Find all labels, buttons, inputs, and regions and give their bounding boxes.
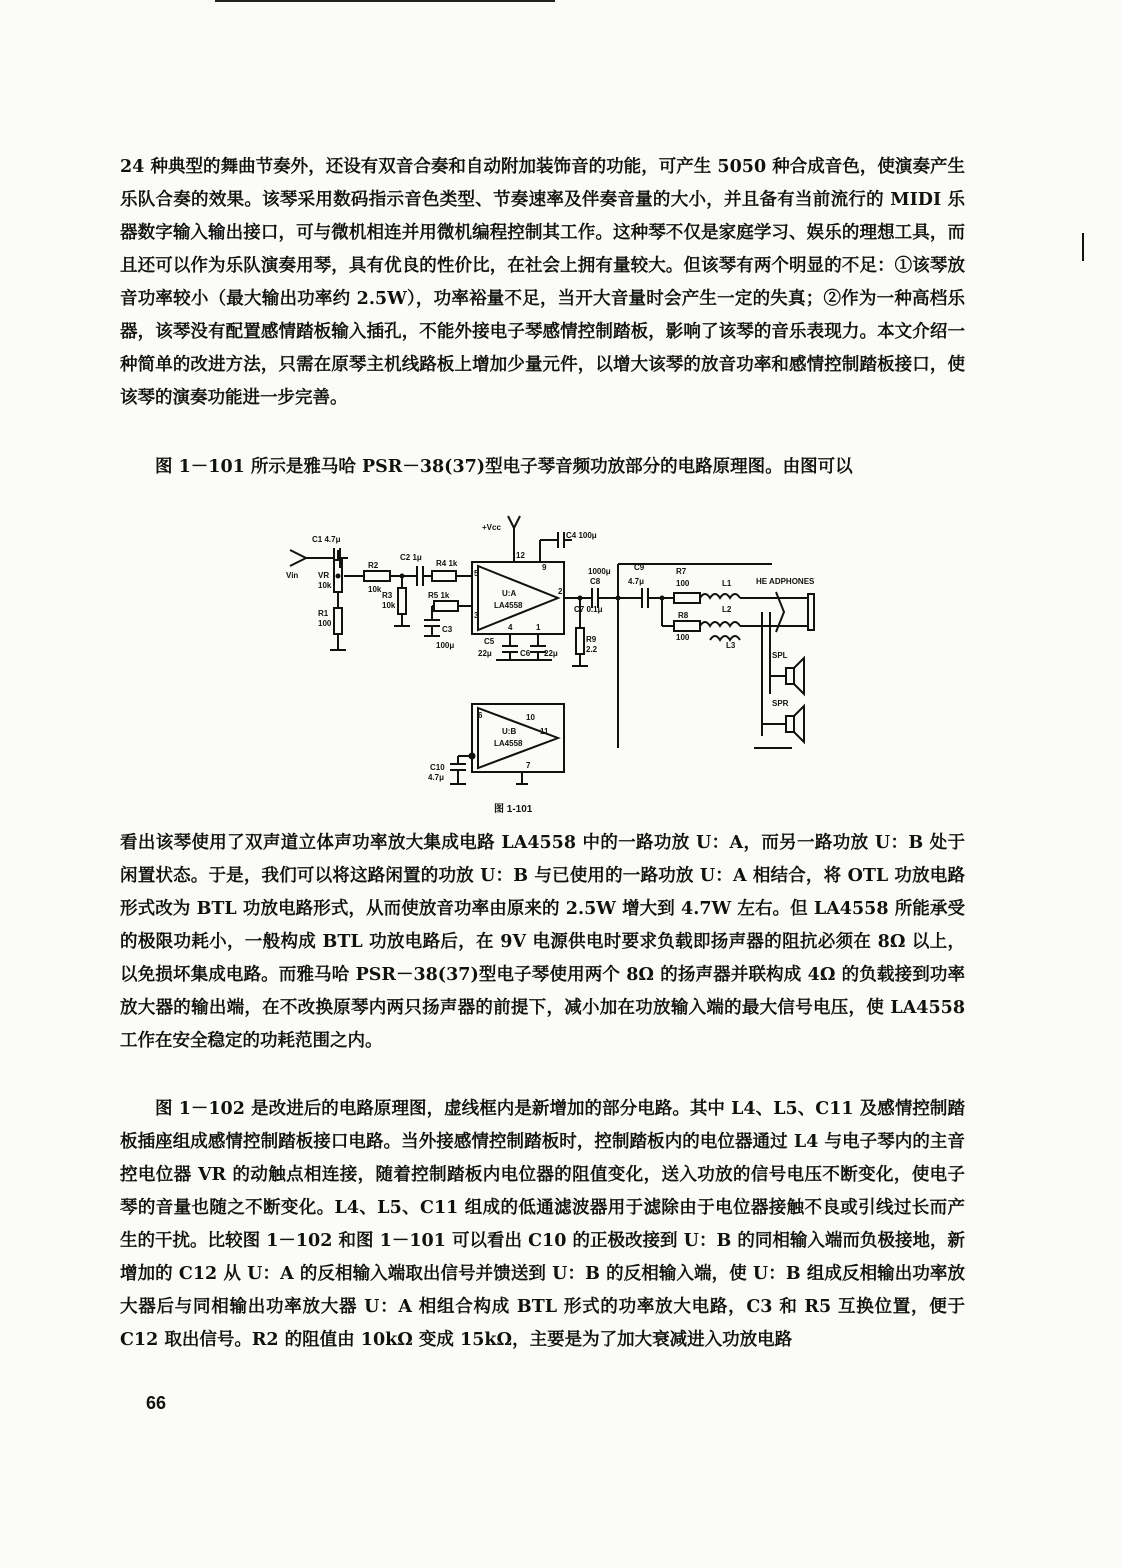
- figure-caption: 图 1-101: [494, 804, 533, 815]
- label-vin: Vin: [286, 571, 299, 580]
- pin-4: 4: [508, 623, 513, 632]
- pin-10: 10: [526, 713, 535, 722]
- label-r5: R5 1k: [428, 591, 450, 600]
- label-c6: C6: [520, 649, 531, 658]
- circuit-figure: [282, 508, 842, 820]
- label-vcc: +Vcc: [482, 523, 501, 532]
- label-c2: C2 1μ: [400, 553, 422, 562]
- page-number: 66: [146, 1393, 167, 1413]
- label-c10-val: 4.7μ: [428, 773, 445, 782]
- label-ub: U:B: [502, 727, 517, 736]
- pin-2: 2: [558, 587, 563, 596]
- label-c8: C8: [590, 577, 601, 586]
- pin-5: 5: [474, 569, 479, 578]
- label-c10: C10: [430, 763, 445, 772]
- paragraph-4: 图 1－102 是改进后的电路原理图，虚线框内是新增加的部分电路。其中 L4、L5、C11 及感情控制踏板插座组成感情控制踏板接口电路。当外接感情控制踏板时，控制踏板内的电位器通过 L4 与电子琴内的主音控电位器 VR 的动触点相连接，随着控制踏板内电位器的阻值变化，送入功放的信号电压不断变化，使电子琴的音量也随之不断变化。L4、L5、C11 组成的低通滤波器用于滤除由于电位器接触不良或引线过长而产生的干扰。比较图 1－102 和图 1－101 可以看出 C10 的正极改接到 U：B 的同相输入端而负极接地，新增加的 C12 从 U：A 的反相输入端取出信号并馈送到 U：B 的反相输入端，使 U：B 组成反相输出功率放大器后与同相输出功率放大器 U：A 相组合构成 BTL 形式的功率放大电路，C3 和 R5 互换位置，便于 C12 取出信号。R2 的阻值由 10kΩ 变成 15kΩ，主要是为了加大衰减进入功放电路: [120, 1099, 965, 1350]
- label-l3: L3: [726, 641, 736, 650]
- label-c4: C4 100μ: [566, 531, 597, 540]
- label-ua: U:A: [502, 589, 517, 598]
- label-r9: R9: [586, 635, 597, 644]
- label-c7: C7 0.1μ: [574, 605, 603, 614]
- label-r2: R2: [368, 561, 379, 570]
- label-phones: HE ADPHONES: [756, 577, 815, 586]
- label-r1: R1: [318, 609, 329, 618]
- label-c9: C9: [634, 563, 645, 572]
- label-r3: R3: [382, 591, 393, 600]
- label-ic-a: LA4558: [494, 601, 523, 610]
- label-spr: SPR: [772, 699, 789, 708]
- label-ic-b: LA4558: [494, 739, 523, 748]
- label-l1: L1: [722, 579, 732, 588]
- label-vr-val: 10k: [318, 581, 332, 590]
- label-r2-val: 10k: [368, 585, 382, 594]
- label-c5-val: 22μ: [478, 649, 492, 658]
- label-r8-val: 100: [676, 633, 690, 642]
- label-c3-val: 100μ: [436, 641, 455, 650]
- pin-1: 1: [536, 623, 541, 632]
- pin-6: 6: [478, 711, 483, 720]
- label-c6-val: 22μ: [544, 649, 558, 658]
- label-r7: R7: [676, 567, 687, 576]
- label-r7-val: 100: [676, 579, 690, 588]
- label-vr: VR: [318, 571, 330, 580]
- label-r1-val: 100: [318, 619, 332, 628]
- paragraph-2: 图 1－101 所示是雅马哈 PSR－38(37)型电子琴音频功放部分的电路原理图。由图可以: [155, 457, 853, 477]
- label-r3-val: 10k: [382, 601, 396, 610]
- paragraph-3: 看出该琴使用了双声道立体声功率放大集成电路 LA4558 中的一路功放 U：A，而另一路功放 U：B 处于闲置状态。于是，我们可以将这路闲置的功放 U：B 与已使用的一路功放 U：A 相结合，将 OTL 功放电路形式改为 BTL 功放电路形式，从而使放音功率由原来的 2.5W 增大到 4.7W 左右。但 LA4558 所能承受的极限功耗小，一般构成 BTL 功放电路后，在 9V 电源供电时要求负载即扬声器的阻抗必须在 8Ω 以上，以免损坏集成电路。而雅马哈 PSR－38(37)型电子琴使用两个 8Ω 的扬声器并联构成 4Ω 的负载接到功率放大器的输出端，在不改换原琴内两只扬声器的前提下，减小加在功放输入端的最大信号电压，使 LA4558 工作在安全稳定的功耗范围之内。: [120, 833, 965, 1051]
- label-c1: C1 4.7μ: [312, 535, 341, 544]
- paragraph-1: 24 种典型的舞曲节奏外，还设有双音合奏和自动附加装饰音的功能，可产生 5050 种合成音色，使演奏产生乐队合奏的效果。该琴采用数码指示音色类型、节奏速率及伴奏音量的大小，并且备有当前流行的 MIDI 乐器数字输入输出接口，可与微机相连并用微机编程控制其工作。这种琴不仅是家庭学习、娱乐的理想工具，而且还可以作为乐队演奏用琴，具有优良的性价比，在社会上拥有量较大。但该琴有两个明显的不足：①该琴放音功率较小（最大输出功率约 2.5W），功率裕量不足，当开大音量时会产生一定的失真；②作为一种高档乐器，该琴没有配置感情踏板输入插孔，不能外接电子琴感情控制踏板，影响了该琴的音乐表现力。本文介绍一种简单的改进方法，只需在原琴主机线路板上增加少量元件，以增大该琴的放音功率和感情控制踏板接口，使该琴的演奏功能进一步完善。: [120, 157, 965, 408]
- top-scan-line: [215, 0, 555, 2]
- label-l2: L2: [722, 605, 732, 614]
- label-r8: R8: [678, 611, 689, 620]
- label-r9-val: 2.2: [586, 645, 598, 654]
- pin-9: 9: [542, 563, 547, 572]
- pin-11: 11: [540, 727, 549, 736]
- label-c5: C5: [484, 637, 495, 646]
- pin-7: 7: [526, 761, 531, 770]
- label-c3: C3: [442, 625, 453, 634]
- scan-mark: [1082, 233, 1084, 261]
- label-spl: SPL: [772, 651, 788, 660]
- pin-12: 12: [516, 551, 525, 560]
- pin-3: 3: [474, 611, 479, 620]
- label-r4: R4 1k: [436, 559, 458, 568]
- label-c9-val: 4.7μ: [628, 577, 645, 586]
- label-c8-val: 1000μ: [588, 567, 611, 576]
